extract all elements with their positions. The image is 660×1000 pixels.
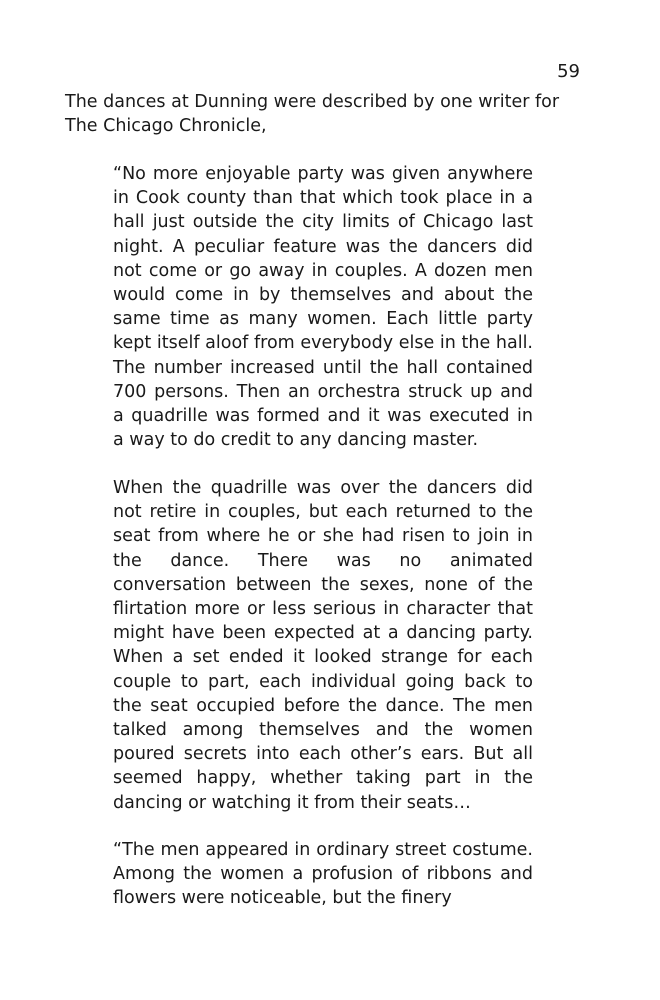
quote-paragraph-2: When the quadrille was over the dancers did not retire in couples, but each returned to the seat from where he or she had risen to join in the dance. There was no animated conversation between the sexes, none of the flirtation more or less serious in character that might have been expected at a dancing party. When a set ended it looked strange for each couple to part, each individual going back to the seat occupied before the dance. The men talked among themselves and the women poured secrets into each other’s ears. But all seemed happy, whether taking part in the dancing or watching it from their seats…	[113, 478, 533, 813]
page-number: 59	[557, 61, 580, 82]
quote-paragraph-1: “No more enjoyable party was given anywhere in Cook county than that which took place in a hall just outside the city limits of Chicago last night. A peculiar feature was the dancers did not come or go away in couples. A dozen men would come in by themselves and about the same time as many women. Each little party kept itself aloof from everybody else in the hall. The number increased until the hall contained 700 persons. Then an orchestra struck up and a quadrille was formed and it was executed in a way to do credit to any dancing master.	[113, 164, 533, 451]
intro-paragraph: The dances at Dunning were described by one writer for The Chicago Chronicle,	[65, 92, 560, 136]
quote-paragraph-3: “The men appeared in ordinary street costume. Among the women a profusion of ribbons and flowers were noticeable, but the finery	[113, 840, 533, 909]
